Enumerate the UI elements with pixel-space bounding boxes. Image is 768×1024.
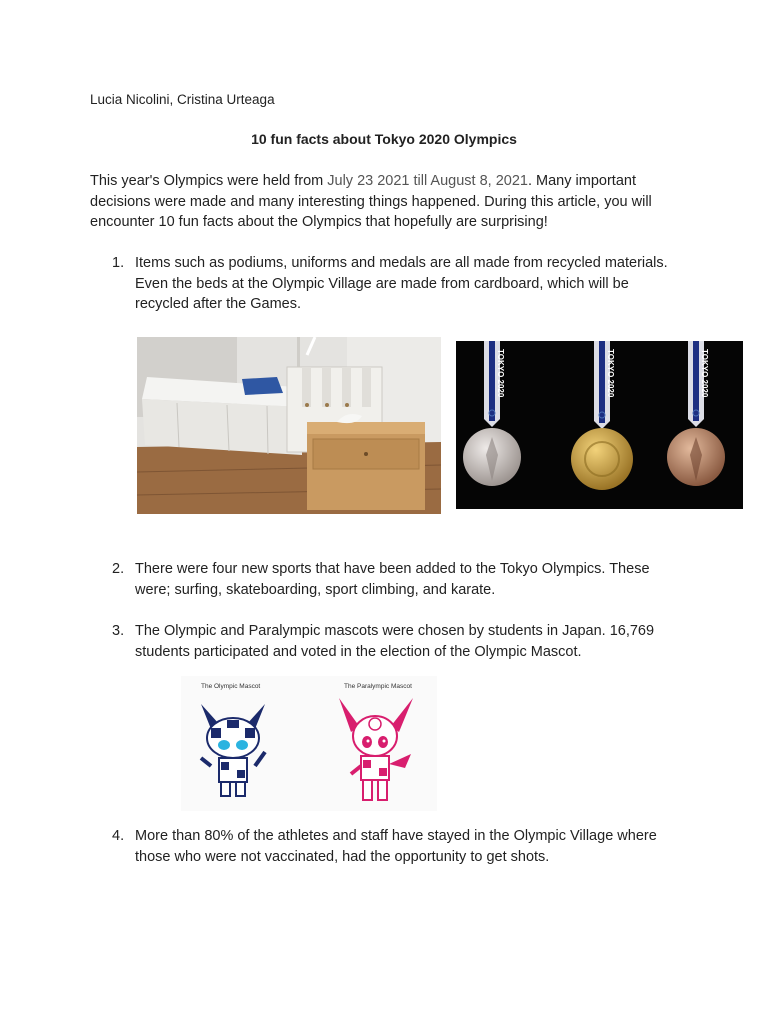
ribbon-label: TOKYO 2020 (496, 349, 505, 398)
fact-text: There were four new sports that have been added to the Tokyo Olympics. These were; surfing, skateboarding, sport climbing, and karate. (135, 561, 650, 598)
authors: Lucia Nicolini, Cristina Urteaga (90, 92, 275, 107)
ribbon-label: TOKYO 2020 (606, 349, 615, 398)
fact-number: 4. (112, 828, 125, 844)
intro-dates: July 23 2021 till August 8, 2021 (327, 173, 528, 189)
fact-text: The Olympic and Paralympic mascots were chosen by students in Japan. 16,769 students participated and voted in the election of the Olympic Mascot. (135, 623, 655, 660)
fact-number: 2. (112, 561, 125, 577)
ribbon-label: TOKYO 2020 (700, 349, 709, 398)
fact-text: Items such as podiums, uniforms and medals are all made from recycled materials. Even the beds at the Olympic Village are made from cardboard, which will be recycled after the Games. (135, 255, 668, 312)
fact-number: 1. (112, 255, 125, 271)
miraitowa-mascot (201, 704, 265, 796)
olympic-medals-photo (456, 341, 743, 509)
cardboard-beds-photo (137, 337, 441, 514)
intro-text-start: This year's Olympics were held from (90, 173, 328, 189)
page-title: 10 fun facts about Tokyo 2020 Olympics (251, 131, 517, 147)
olympic-mascot-caption: The Olympic Mascot (201, 683, 261, 690)
intro-paragraph (90, 171, 690, 233)
fact-text: More than 80% of the athletes and staff have stayed in the Olympic Village where those who were not vaccinated, had the opportunity to get shots. (135, 828, 657, 865)
paralympic-mascot-caption: The Paralympic Mascot (344, 683, 412, 690)
intro-text-end: . Many important decisions were made and many interesting things happened. During this article, you will encounter 10 fun facts about the Olympics that hopefully are surprising! (90, 173, 652, 230)
someity-mascot (339, 698, 413, 800)
mascots-illustration (181, 676, 437, 811)
fact-number: 3. (112, 623, 125, 639)
